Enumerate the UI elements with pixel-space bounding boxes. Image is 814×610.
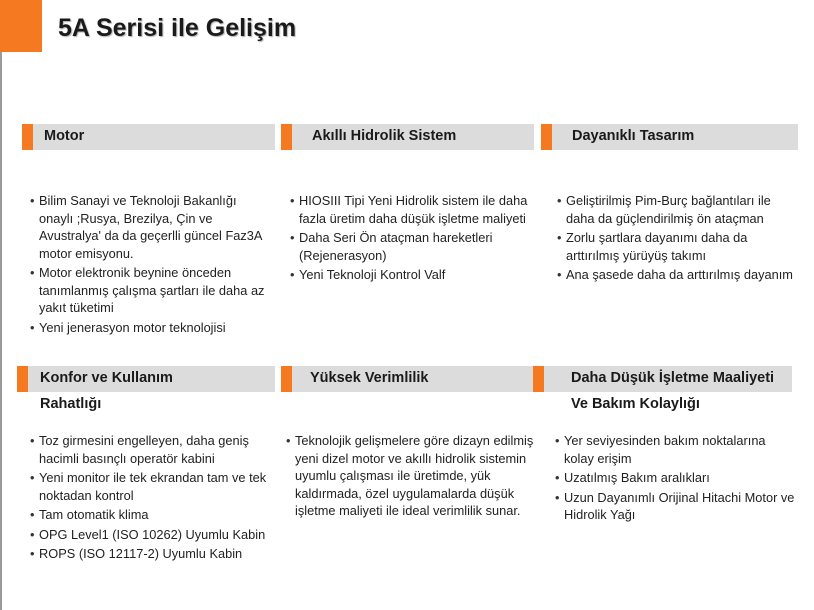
section-title: Dayanıklı Tasarım [572, 128, 695, 144]
section-marker [533, 366, 544, 392]
section-title: Yüksek Verimlilik [310, 370, 429, 386]
bullet-item: • Teknolojik gelişmelere göre dizayn edilmiş yeni dizel motor ve akıllı hidrolik sistemin uyumlu çalışması ile üretimde, yük kaldırmada, özel uygulamalarda düşük işletme maliyeti ile ideal verimlilik sunar. [286, 432, 534, 520]
section-bullets-motor [30, 192, 270, 338]
section-marker [541, 124, 552, 150]
section-title-line2: Ve Bakım Kolaylığı [571, 396, 700, 412]
section-header-hydraulic [281, 124, 534, 150]
section-marker [281, 124, 292, 150]
bullet-item: • Yeni jenerasyon motor teknolojisi [30, 319, 270, 337]
section-header-design [541, 124, 798, 150]
bullet-item: • Yeni Teknoloji Kontrol Valf [290, 266, 546, 284]
section-header-efficiency [281, 366, 534, 392]
bullet-item: • Zorlu şartlara dayanımı daha da arttırılmış yürüyüş takımı [557, 229, 797, 264]
bullet-item: • Motor elektronik beynine önceden tanımlanmış çalışma şartları ile daha az yakıt tüketimi [30, 264, 270, 317]
section-header-maintenance [533, 366, 792, 392]
bullet-item: • Yeni monitor ile tek ekrandan tam ve tek noktadan kontrol [30, 469, 270, 504]
title-accent-bar [0, 0, 42, 52]
section-title: Daha Düşük İşletme Maaliyeti [571, 370, 775, 386]
bullet-item: • HIOSIII Tipi Yeni Hidrolik sistem ile daha fazla üretim daha düşük işletme maliyeti [290, 192, 546, 227]
page-title: 5A Serisi ile Gelişim [58, 14, 297, 42]
section-bullets-maintenance [555, 432, 795, 526]
bullet-item: • Ana şasede daha da arttırılmış dayanım [557, 266, 797, 284]
section-header-comfort [17, 366, 275, 392]
bullet-item: • Toz girmesini engelleyen, daha geniş hacimli basınçlı operatör kabini [30, 432, 270, 467]
section-title: Motor [44, 128, 85, 144]
section-bullets-design [557, 192, 797, 286]
section-header-motor [22, 124, 275, 150]
bullet-item: • Geliştirilmiş Pim-Burç bağlantıları ile daha da güçlendirilmiş ön ataçman [557, 192, 797, 227]
section-bullets-comfort [30, 432, 270, 565]
section-marker [17, 366, 28, 392]
section-bullets-hydraulic [290, 192, 546, 286]
bullet-item: • ROPS (ISO 12117-2) Uyumlu Kabin [30, 545, 270, 563]
section-title-line2: Rahatlığı [40, 396, 102, 412]
bullet-item: • Uzatılmış Bakım aralıkları [555, 469, 795, 487]
left-border-line [0, 52, 2, 610]
section-title: Konfor ve Kullanım [40, 370, 173, 386]
bullet-item: • Uzun Dayanımlı Orijinal Hitachi Motor ve Hidrolik Yağı [555, 489, 795, 524]
bullet-item: • Bilim Sanayi ve Teknoloji Bakanlığı onaylı ;Rusya, Brezilya, Çin ve Avustralya' da da geçerlli güncel Faz3A motor emisyonu. [30, 192, 270, 262]
section-marker [22, 124, 33, 150]
bullet-item: • Daha Seri Ön ataçman hareketleri (Rejenerasyon) [290, 229, 546, 264]
section-marker [281, 366, 292, 392]
section-bullets-efficiency [286, 432, 534, 522]
section-title: Akıllı Hidrolik Sistem [312, 128, 457, 144]
bullet-item: • Yer seviyesinden bakım noktalarına kolay erişim [555, 432, 795, 467]
bullet-item: • Tam otomatik klima [30, 506, 270, 524]
bullet-item: • OPG Level1 (ISO 10262) Uyumlu Kabin [30, 526, 270, 544]
